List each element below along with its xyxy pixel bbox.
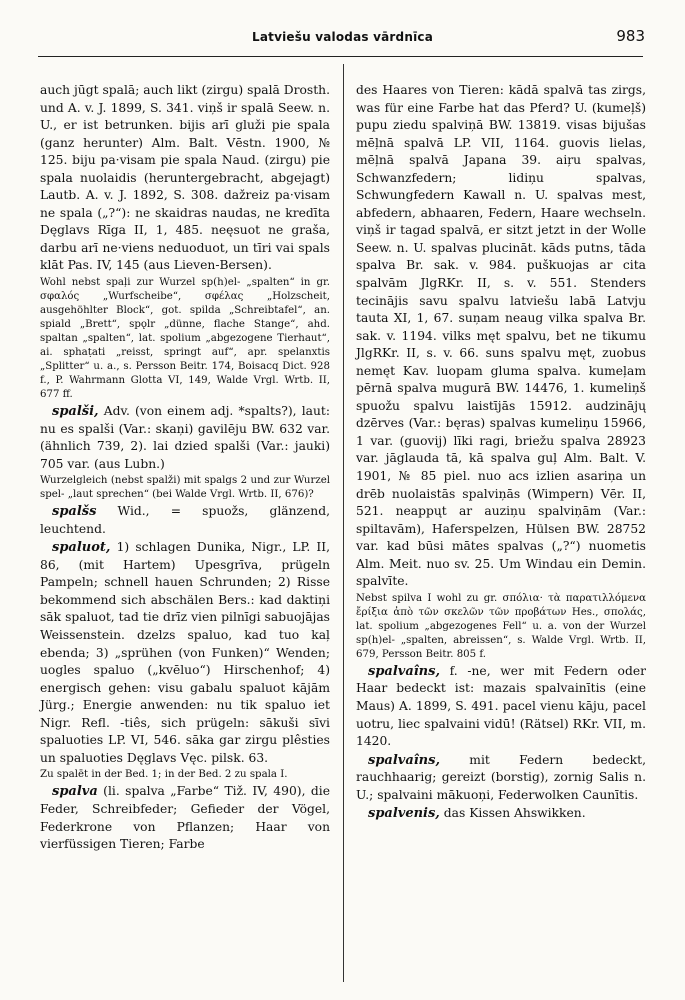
page-number: 983: [616, 27, 645, 45]
etymology-note: Nebst spilva I wohl zu gr. σπόλια· τὰ παρατιλλόμενα ἔρίξια ἀπὸ τῶν σκελῶν τῶν προβάτων Hes., σπολάς, lat. spolium „abgezogenes Fell“ u. a. von der Wurzel sp(h)el- „spalten, abreissen“, s. Walde Vrgl. Wrtb. II, 679, Persson Beitr. 805 f.: [356, 592, 646, 660]
header-rule: [38, 56, 643, 57]
entry-text: f. -ne, wer mit Federn oder Haar bedeckt ist: mazais spalvainītis (eine Maus) A. 1899, S. 491. pacel vienu kāju, pacel uotru, liec spalvaini vidū! (Rätsel) RKr. VII, m. 1420.: [356, 663, 646, 749]
entry-continuation: auch jūgt spalā; auch likt (zirgu) spalā Drosth. und A. v. J. 1899, S. 341. viņš ir spalā Seew. n. U., er ist betrunken. bijis arī gluži pie spala (ganz herunter) Alm. Balt. Vēstn. 1900, № 125. biju pa·visam pie spala Naud. (zirgu) pie spala nuolaidis (heruntergebracht, abgejagt) Lautb. A. v. J. 1892, S. 308. dažreiz pa·visam ne spala („?“): ne skaidras naudas, ne kredīta Dęglavs Rīga II, 1, 485. neęsuot ne graša, darbu arī ne·viens neduoduot, un tīri vai spals klāt Pas. IV, 145 (aus Lieven-Bersen).: [40, 83, 330, 273]
entry-headword: spalvenis,: [368, 806, 440, 822]
entry-text: mit Federn bedeckt, rauchhaarig; gereizt (borstig), zornig Salis n. U.; spalvaini mākuoņi, Federwolken Caunītis.: [356, 752, 646, 802]
running-title: Latviešu valodas vārdnīca: [252, 30, 433, 44]
entry-headword: spaluot,: [52, 540, 111, 556]
dictionary-entry: [356, 752, 646, 805]
entry-continuation: des Haares von Tieren: kādā spalvā tas zirgs, was für eine Farbe hat das Pferd? U. (kumeļš) pupu ziedu spalviņā BW. 13819. visas bijušas mēļnā spalvā LP. VII, 1164. guovis lielas, mēļnā spalvā Japana 39. aiŗu spalvas, Schwanzfedern; lidiņu spalvas, Schwungfedern Kawall n. U. spalvas mest, abfedern, abhaaren, Federn, Haare wechseln. viņš ir tagad spalvā, er sitzt jetzt in der Wolle Seew. n. U. spalvas plucināt. kāds putns, tāda spalva Br. sak. v. 984. puškuojas ar cita spalvām JlgRKr. II, s. v. 551. Stenders tecināјis savu spalvu latviešu labā Latvju tauta XI, 1, 67. suņam neaug vilka spalva Br. sak. v. 1194. vilks męt spalvu, bet ne tikumu JlgRKr. II, s. v. 66. suns spalvu męt, zuobus nemęt Kav. luopam gluma spalva. kumeļam pērnā spalva mugurā BW. 14476, 1. kumeliņš spuožu spalvu laistījās 15912. audzinājų dzērves (Var.: bęras) spalvas kumeliņu 15966, 1 var. (guovij) līki ragi, briežu spalva 28923 var. jāglauda tā, kā spalva guļ Alm. Balt. V. 1901, № 85 piel. nuo acs izlien asariņa un drēb nuolaistās spalviņās (Wimpern) Vēr. II, 521. neappųt ar auziņu spalviņām (Var.: spiltavām), Haferspelzen, Hülsen BW. 28752 var. kad būsi mātes spalvas („?“) nuometis Alm. Meit. nuo sv. 25. Um Windau ein Demin. spalvīte.: [356, 83, 646, 589]
entry-text: (li. spalva „Farbe“ Tiž. IV, 490), die Feder, Schreibfeder; Gefieder der Vögel, Federkrone von Pflanzen; Haar von vierfüssigen Tieren; Farbe: [40, 784, 330, 852]
right-column: [356, 82, 646, 823]
entry-text: das Kissen Ahswikken.: [443, 806, 586, 821]
entry-headword: spalšs: [52, 504, 97, 520]
running-head: [0, 27, 685, 54]
entry-text: 1) schlagen Dunika, Nigr., LP. II, 86, (mit Hartem) Upesgrīva, prügeln Pampeln; schnell hauen Schrunden; 2) Risse bekommend sich abschälen Bers.: kad daktiņi sāk spaluot, tad tie drīz vien pilnīgi sabuojājas Weissenstein. dzelzs spaluo, kad tuo kaļ ebenda; 3) „sprühen (von Funken)“ Wenden; uogles spaluo („kvēluo“) Hirschenhof; 4) energisch gehen: visu gabalu spaluot kājām Jürg.; Energie anwenden: nu tik spaluo iet Nigr. Refl. -tiês, sich prügeln: sākuši sīvi spaluoties LP. VI, 546. sāka gar zirgu plêsties un spaluoties Dęglavs Vęc. pilsk. 63.: [40, 540, 330, 765]
etymology-note: Wurzelgleich (nebst spalži) mit spalgs 2 und zur Wurzel spel- „laut sprechen“ (bei Walde Vrgl. Wrtb. II, 676)?: [40, 475, 330, 501]
dictionary-entry: [40, 503, 330, 538]
etymology-note: Wohl nebst spaļi zur Wurzel sp(h)el- „spalten“ in gr. σφαλός „Wurfscheibe“, σφέλας „Holzscheit, ausgehöhlter Block“, got. spilda „Schreibtafel“, an. spiald „Brett“, spǫlr „dünne, flache Stange“, ahd. spaltan „spalten“, lat. spolium „abgezogene Tierhaut“, ai. sphaṭati „reisst, springt auf“, apr. spelanxtis „Splitter“ u. a., s. Persson Beitr. 174, Boisacq Dict. 928 f., P. Wahrmann Glotta VI, 149, Walde Vrgl. Wrtb. II, 677 ff.: [40, 277, 330, 401]
dictionary-entry: [40, 539, 330, 767]
entry-headword: spalši,: [52, 404, 99, 420]
dictionary-entry: [40, 783, 330, 853]
dictionary-entry: [356, 805, 646, 823]
entry-text: Adv. (von einem adj. *spalts?), laut: nu es spalši (Var.: skaņi) gavilēju BW. 632 var. (ähnlich 739, 2). lai dzied spalši (Var.: jauki) 705 var. (aus Lubn.): [40, 404, 330, 471]
entry-headword: spalvaîns,: [368, 752, 440, 768]
dictionary-entry: [40, 403, 330, 473]
entry-headword: spalva: [52, 784, 98, 800]
column-divider: [343, 64, 344, 982]
entry-headword: spalvaîns,: [368, 663, 440, 679]
left-column: [40, 82, 330, 854]
entry-text: Wid., = spuožs, glänzend, leuchtend.: [40, 504, 330, 536]
dictionary-entry: [356, 663, 646, 751]
etymology-note: Zu spalēt in der Bed. 1; in der Bed. 2 zu spala I.: [40, 769, 288, 781]
